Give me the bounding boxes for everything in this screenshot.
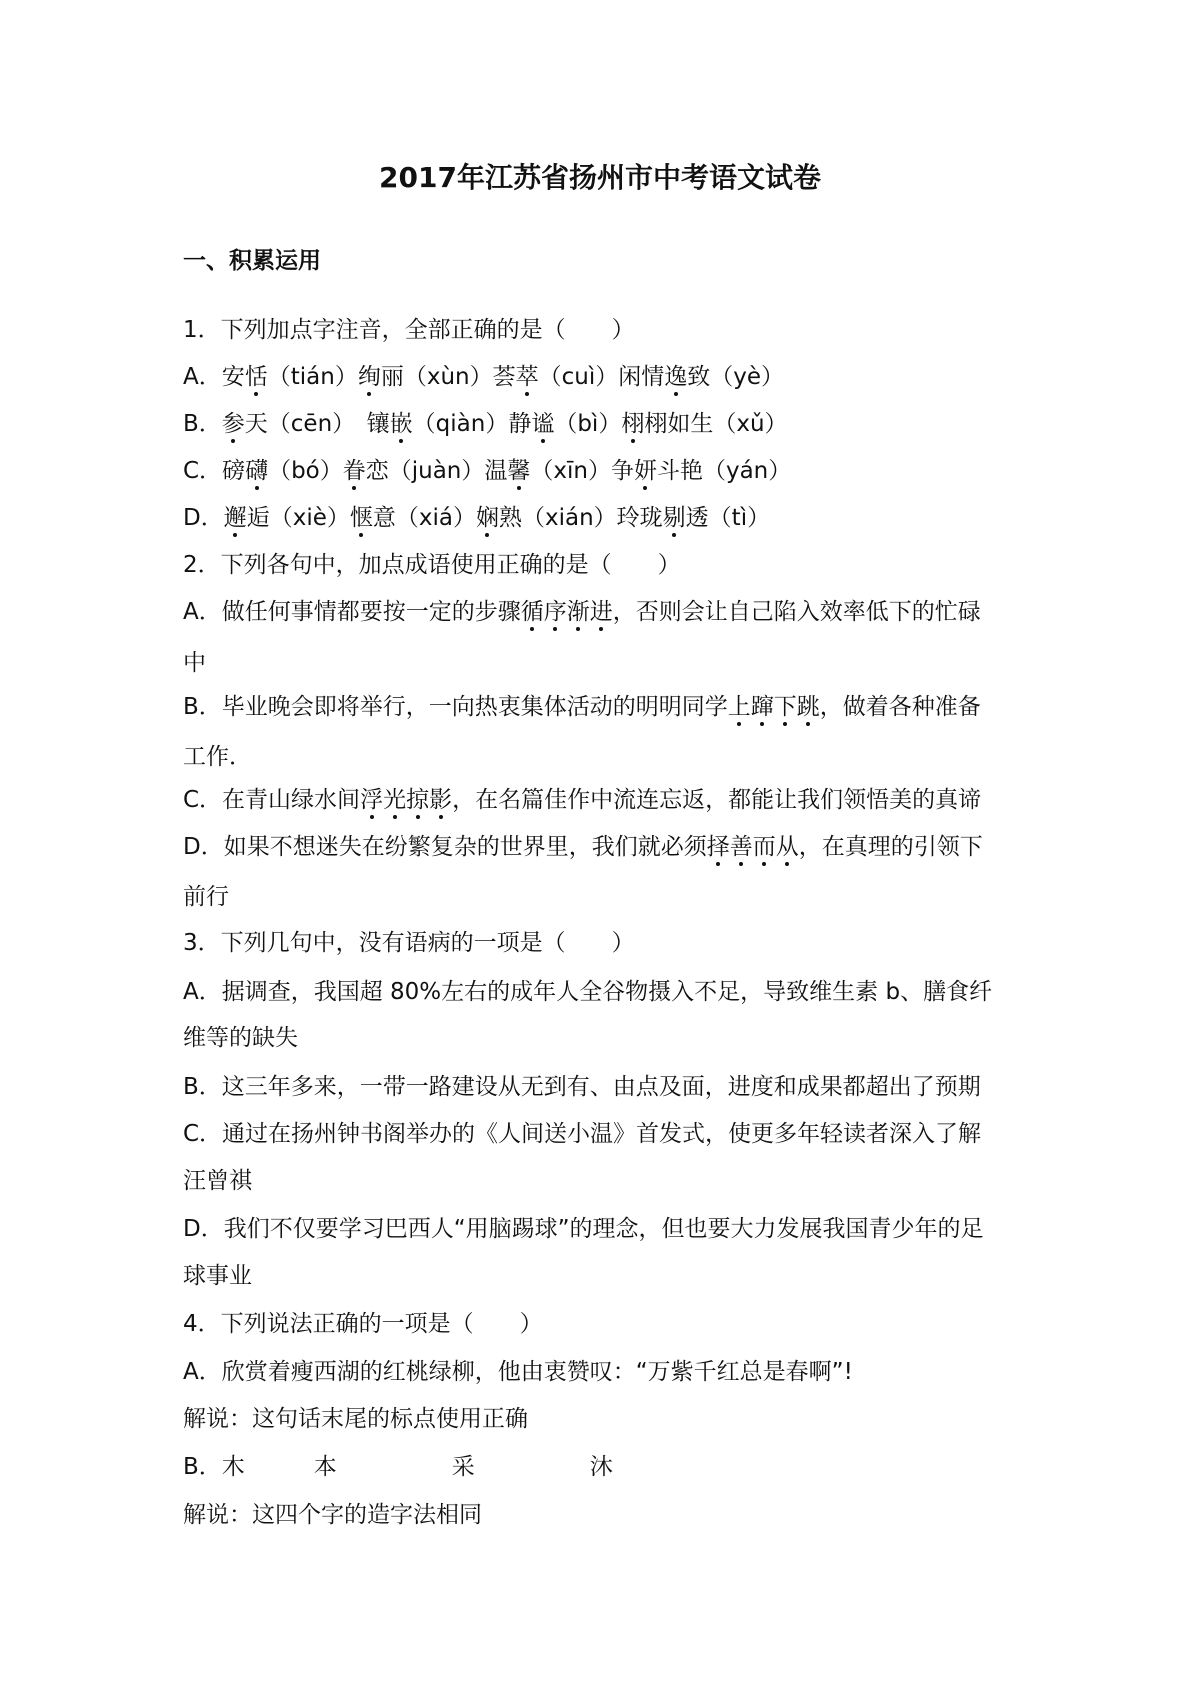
dotted-char: 循	[520, 599, 544, 625]
dotted-char: 妍	[633, 458, 657, 484]
q2-option-d-cont: 前行	[183, 884, 229, 910]
dotted-char: 影	[429, 787, 453, 813]
q1-option-b: B．参天（cēn） 镶嵌（qiàn）静谧（bì）栩栩如生（xǔ）	[183, 411, 788, 437]
q3-option-d-cont: 球事业	[183, 1263, 252, 1289]
dotted-char: 择	[706, 834, 730, 860]
section-heading: 一、积累运用	[183, 248, 321, 274]
q3-stem: 3．下列几句中，没有语病的一项是（ ）	[183, 930, 635, 956]
page-title: 2017年江苏省扬州市中考语文试卷	[379, 161, 821, 194]
dotted-char: 从	[775, 834, 799, 860]
q3-option-a: A．据调查，我国超 80%左右的成年人全谷物摄入不足，导致维生素 b、膳食纤	[183, 979, 993, 1005]
q1-option-d: D．邂逅（xiè）惬意（xiá）娴熟（xián）玲珑剔透（tì）	[183, 505, 771, 531]
q4-option-a: A．欣赏着瘦西湖的红桃绿柳，他由衷赞叹：“万紫千红总是春啊”!	[183, 1359, 853, 1385]
q2-stem: 2．下列各句中，加点成语使用正确的是（ ）	[183, 552, 681, 578]
q1-stem: 1．下列加点字注音，全部正确的是（ ）	[183, 317, 635, 343]
dotted-char: 蹿	[750, 694, 774, 720]
dotted-char: 绚	[357, 364, 381, 390]
dotted-char: 惬	[349, 505, 373, 531]
q1-option-c: C．磅礴（bó）眷恋（juàn）温馨（xīn）争妍斗艳（yán）	[183, 458, 792, 484]
dotted-char: 光	[383, 787, 407, 813]
dotted-char: 剔	[662, 505, 686, 531]
q3-option-c: C．通过在扬州钟书阁举办的《人间送小温》首发式，使更多年轻读者深入了解	[183, 1121, 982, 1147]
dotted-char: 谧	[531, 411, 555, 437]
dotted-char: 渐	[566, 599, 590, 625]
q3-option-a-cont: 维等的缺失	[183, 1025, 298, 1051]
dotted-char: 跳	[796, 694, 820, 720]
dotted-char: 礴	[245, 458, 269, 484]
dotted-char: 栩	[621, 411, 645, 437]
dotted-char: 而	[752, 834, 776, 860]
q2-option-b: B．毕业晚会即将举行，一向热衷集体活动的明明同学上蹿下跳，做着各种准备	[183, 694, 981, 720]
dotted-char: 进	[589, 599, 613, 625]
dotted-char: 下	[773, 694, 797, 720]
q4-stem: 4．下列说法正确的一项是（ ）	[183, 1311, 543, 1337]
q2-option-d: D．如果不想迷失在纷繁复杂的世界里，我们就必须择善而从，在真理的引领下	[183, 834, 983, 860]
q2-option-b-cont: 工作．	[183, 744, 252, 770]
dotted-char: 眷	[342, 458, 366, 484]
q2-option-a-cont: 中	[183, 650, 206, 676]
dotted-char: 善	[729, 834, 753, 860]
dotted-char: 序	[543, 599, 567, 625]
dotted-char: 萃	[515, 364, 539, 390]
dotted-char: 逸	[664, 364, 688, 390]
dotted-char: 掠	[406, 787, 430, 813]
q3-option-b: B．这三年多来，一带一路建设从无到有、由点及面，进度和成果都超出了预期	[183, 1074, 981, 1100]
q2-option-a: A．做任何事情都要按一定的步骤循序渐进，否则会让自己陷入效率低下的忙碌	[183, 599, 981, 625]
dotted-char: 恬	[244, 364, 268, 390]
q4-option-b-note: 解说：这四个字的造字法相同	[183, 1502, 482, 1528]
dotted-char: 馨	[507, 458, 531, 484]
dotted-char: 参	[221, 411, 245, 437]
q3-option-d: D．我们不仅要学习巴西人“用脑踢球”的理念，但也要大力发展我国青少年的足	[183, 1216, 984, 1242]
q1-option-a: A．安恬（tián）绚丽（xùn）荟萃（cuì）闲情逸致（yè）	[183, 364, 784, 390]
dotted-char: 嵌	[389, 411, 413, 437]
q3-option-c-cont: 汪曾祺	[183, 1168, 252, 1194]
dotted-char: 上	[727, 694, 751, 720]
dotted-char: 邂	[223, 505, 247, 531]
dotted-char: 浮	[360, 787, 384, 813]
q2-option-c: C．在青山绿水间浮光掠影，在名篇佳作中流连忘返，都能让我们领悟美的真谛	[183, 787, 982, 813]
q4-option-a-note: 解说：这句话末尾的标点使用正确	[183, 1406, 528, 1432]
q4-option-b: B．木 本 采 沐	[183, 1454, 613, 1480]
dotted-char: 娴	[475, 505, 499, 531]
